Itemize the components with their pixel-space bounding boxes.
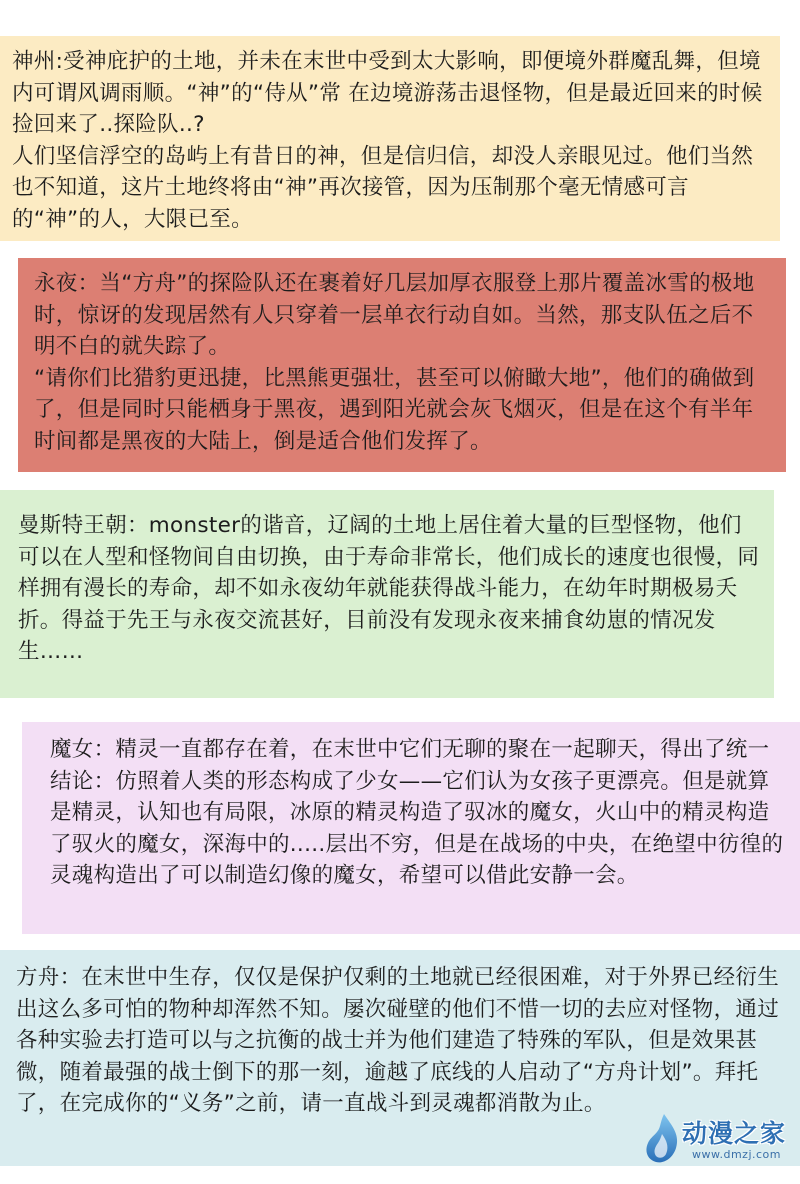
watermark-url: www.dmzj.com xyxy=(692,1148,781,1161)
panel-yongye xyxy=(18,258,786,472)
shenzhou-text: 神州:受神庇护的土地，并未在末世中受到太大影响，即便境外群魔乱舞，但境内可谓风调雨顺。“神”的“侍从”常 在边境游荡击退怪物，但是最近回来的时候捡回来了..探险队..? 人们坚信浮空的岛屿上有昔日的神，但是信归信，却没人亲眼见过。他们当然也不知道，这片土地终将由“神”再次接管，因为压制那个毫无情感可言的“神”的人，大限已至。 xyxy=(12,49,763,232)
panel-shenzhou xyxy=(0,36,780,241)
mansite-text: 曼斯特王朝：monster的谐音，辽阔的土地上居住着大量的巨型怪物，他们可以在人型和怪物间自由切换，由于寿命非常长，他们成长的速度也很慢，同样拥有漫长的寿命，却不如永夜幼年就能获得战斗能力，在幼年时期极易夭折。得益于先王与永夜交流甚好，目前没有发现永夜来捕食幼崽的情况发生…… xyxy=(18,513,760,664)
watermark xyxy=(642,1112,792,1166)
panel-monv xyxy=(22,722,800,934)
fangzhou-text: 方舟：在末世中生存，仅仅是保护仅剩的土地就已经很困难，对于外界已经衍生出这么多可怕的物种却浑然不知。屡次碰壁的他们不惜一切的去应对怪物，通过各种实验去打造可以与之抗衡的战士并为他们建造了特殊的军队，但是效果甚微，随着最强的战士倒下的那一刻，逾越了底线的人启动了“方舟计划”。拜托了，在完成你的“义务”之前，请一直战斗到灵魂都消散为止。 xyxy=(16,965,780,1116)
flame-logo-icon xyxy=(642,1112,682,1166)
watermark-title: 动漫之家 xyxy=(682,1119,787,1148)
yongye-text: 永夜：当“方舟”的探险队还在裹着好几层加厚衣服登上那片覆盖冰雪的极地时，惊讶的发现居然有人只穿着一层单衣行动自如。当然，那支队伍之后不明不白的就失踪了。 “请你们比猎豹更迅捷，比黑熊更强壮，甚至可以俯瞰大地”，他们的确做到了，但是同时只能栖身于黑夜，遇到阳光就会灰飞烟灭，但是在这个有半年时间都是黑夜的大陆上，倒是适合他们发挥了。 xyxy=(34,271,755,454)
panel-mansite xyxy=(0,490,774,698)
monv-text: 魔女：精灵一直都存在着，在末世中它们无聊的聚在一起聊天，得出了统一结论：仿照着人类的形态构成了少女——它们认为女孩子更漂亮。但是就算是精灵，认知也有局限，冰原的精灵构造了驭冰的魔女，火山中的精灵构造了驭火的魔女，深海中的.....层出不穷，但是在战场的中央，在绝望中彷徨的灵魂构造出了可以制造幻像的魔女，希望可以借此安静一会。 xyxy=(50,737,784,888)
